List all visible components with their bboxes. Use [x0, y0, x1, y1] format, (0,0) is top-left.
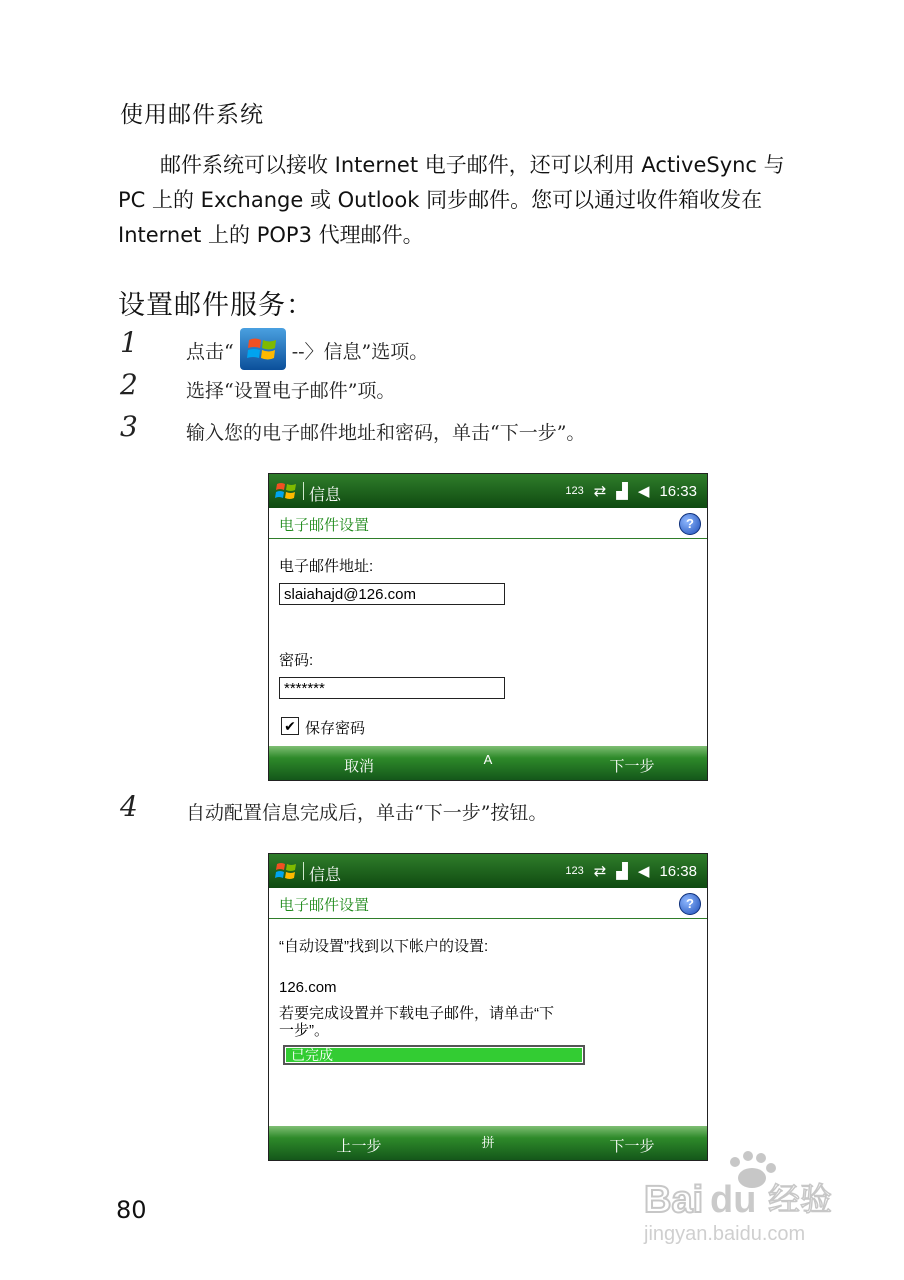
step-3-number: 3: [120, 410, 138, 443]
save-password-label: 保存密码: [305, 720, 366, 737]
cancel-button[interactable]: 取消: [343, 758, 374, 775]
intro-paragraph: [118, 148, 808, 253]
progress-bar: [283, 1045, 585, 1065]
step-4-number: 4: [120, 790, 138, 823]
help-icon[interactable]: ?: [679, 513, 701, 535]
form-area: [269, 539, 707, 745]
save-password-checkbox[interactable]: ✔: [281, 717, 299, 735]
step-4-text: 自动配置信息完成后，单击“下一步”按钮。: [186, 802, 548, 824]
email-label: 电子邮件地址:: [279, 558, 374, 575]
step-2-number: 2: [120, 368, 138, 401]
account-domain: 126.com: [279, 979, 337, 996]
progress-label: 已完成: [291, 1047, 333, 1063]
app-title: 信息: [309, 867, 342, 884]
instruction-text: [279, 1005, 554, 1039]
input-method-icon[interactable]: 拼: [481, 1135, 495, 1150]
volume-icon[interactable]: ◀: [637, 863, 650, 880]
password-field[interactable]: *******: [279, 677, 505, 699]
intro-line-2: PC 上的 Exchange 或 Outlook 同步邮件。您可以通过收件箱收发在: [118, 188, 763, 212]
setup-heading: 设置邮件服务：: [118, 290, 314, 321]
input-mode-indicator: 123: [565, 865, 584, 877]
phone-screen-email-settings: [268, 473, 708, 781]
volume-icon[interactable]: ◀: [637, 483, 650, 500]
baidu-jingyan-watermark-logo: [640, 1148, 860, 1248]
help-icon[interactable]: ?: [679, 893, 701, 915]
next-button[interactable]: 下一步: [609, 1138, 655, 1155]
phone-screen-auto-setup: [268, 853, 708, 1161]
email-field[interactable]: slaiahajd@126.com: [279, 583, 505, 605]
sync-icon[interactable]: ⇄: [593, 483, 607, 500]
start-menu-icon[interactable]: [275, 480, 299, 502]
clock[interactable]: 16:33: [659, 482, 697, 500]
svg-text:jingyan.baidu.com: jingyan.baidu.com: [644, 1223, 806, 1245]
step-2-text: 选择“设置电子邮件”项。: [186, 380, 396, 402]
step-1-number: 1: [120, 326, 138, 359]
status-area: [565, 862, 697, 880]
clock[interactable]: 16:38: [659, 862, 697, 880]
signal-icon[interactable]: ▟: [616, 483, 628, 500]
auto-setup-area: [269, 919, 707, 1125]
step-3-text: 输入您的电子邮件地址和密码，单击“下一步”。: [186, 422, 586, 444]
back-button[interactable]: 上一步: [336, 1138, 382, 1155]
section-title: 使用邮件系统: [120, 102, 264, 128]
step-1-text: [186, 332, 428, 374]
page-number: 80: [116, 1196, 147, 1224]
intro-line-1: 邮件系统可以接收 Internet 电子邮件，还可以利用 ActiveSync 与: [160, 153, 785, 177]
screen-title: 电子邮件设置: [279, 897, 370, 914]
windows-start-icon: [240, 328, 286, 370]
instruction-line-1: 若要完成设置并下载电子邮件，请单击“下: [279, 1005, 554, 1022]
step-1-after: --〉信息”选项。: [291, 341, 429, 363]
svg-text:du: du: [710, 1179, 757, 1221]
keyboard-icon[interactable]: A: [483, 752, 493, 767]
status-area: [565, 482, 697, 500]
instruction-line-2: 一步”。: [279, 1022, 329, 1039]
title-bar: [269, 474, 707, 508]
step-1-before: 点击“: [186, 341, 234, 363]
svg-text:经验: 经验: [768, 1180, 833, 1218]
app-title: 信息: [309, 487, 342, 504]
screen-header: [269, 888, 707, 919]
title-bar: [269, 854, 707, 888]
intro-line-3: Internet 上的 POP3 代理邮件。: [118, 223, 424, 247]
svg-text:Bai: Bai: [644, 1179, 704, 1221]
signal-icon[interactable]: ▟: [616, 863, 628, 880]
screen-header: [269, 508, 707, 539]
input-mode-indicator: 123: [565, 485, 584, 497]
password-label: 密码:: [279, 652, 314, 669]
sync-icon[interactable]: ⇄: [593, 863, 607, 880]
screen-title: 电子邮件设置: [279, 517, 370, 534]
start-menu-icon[interactable]: [275, 860, 299, 882]
found-settings-text: “自动设置”找到以下帐户的设置:: [279, 938, 489, 955]
next-button[interactable]: 下一步: [609, 758, 655, 775]
soft-key-bar: [269, 746, 707, 780]
